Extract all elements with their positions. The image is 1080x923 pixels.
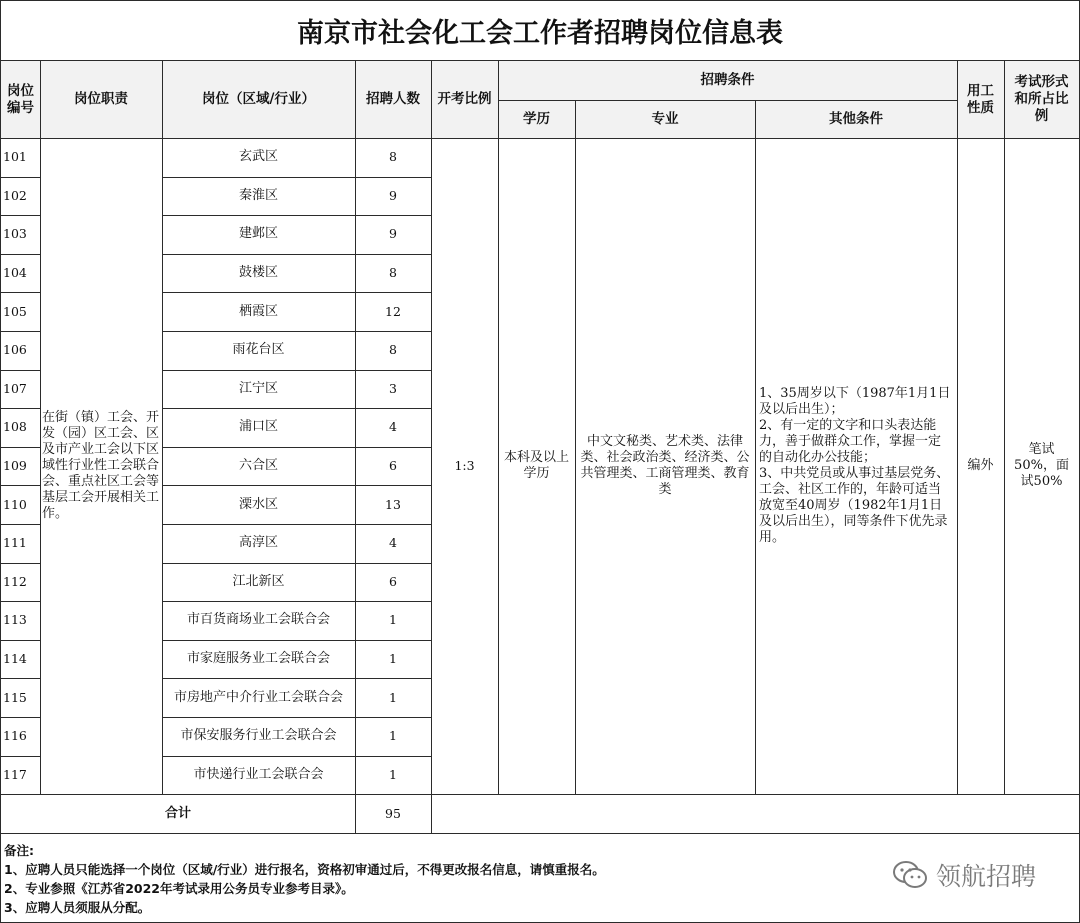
grid-line	[162, 717, 431, 718]
row-position	[162, 177, 355, 216]
header-duty	[40, 61, 162, 138]
grid-line	[355, 60, 356, 833]
row-count-text: 4	[389, 419, 397, 435]
row-position-text: 市快递行业工会联合会	[193, 766, 324, 782]
exam-text: 笔试50%，面试50%	[1014, 442, 1069, 489]
row-code	[1, 563, 40, 602]
row-code	[1, 756, 40, 795]
row-position	[162, 717, 355, 756]
watermark-text: 领航招聘	[936, 862, 1037, 891]
grid-line	[162, 485, 431, 486]
header-major	[575, 100, 755, 138]
row-count-text: 4	[389, 535, 397, 551]
row-position-text: 江宁区	[238, 380, 278, 396]
row-code-text: 102	[3, 187, 27, 203]
row-code	[1, 485, 40, 524]
row-position-text: 雨花台区	[232, 342, 285, 358]
grid-line	[498, 100, 957, 101]
row-count-text: 1	[389, 689, 397, 705]
row-code-text: 106	[3, 342, 27, 358]
row-code-text: 109	[3, 458, 27, 474]
row-count	[355, 563, 431, 602]
row-position	[162, 678, 355, 717]
row-code	[1, 177, 40, 216]
row-count-text: 6	[389, 573, 397, 589]
employment-cell	[957, 138, 1004, 794]
header-other	[755, 100, 957, 138]
row-position-text: 秦淮区	[238, 187, 278, 203]
row-code	[1, 138, 40, 177]
header-code	[1, 61, 40, 138]
header-major-label: 专业	[651, 110, 679, 127]
row-code-text: 101	[3, 149, 27, 165]
exam-cell	[1004, 138, 1079, 794]
other-cell	[755, 138, 957, 794]
row-count-text: 3	[389, 380, 397, 396]
grid-line	[0, 794, 1080, 795]
watermark	[892, 855, 1062, 895]
header-ratio	[431, 61, 498, 138]
grid-line	[0, 408, 40, 409]
grid-line	[0, 601, 40, 602]
note-item-2: 2、专业参照《江苏省2022年考试录用公务员专业参考目录》。	[4, 881, 354, 896]
row-count-text: 6	[389, 458, 397, 474]
grid-line	[0, 447, 40, 448]
row-count	[355, 331, 431, 370]
page-title: 南京市社会化工会工作者招聘岗位信息表	[297, 17, 783, 49]
row-position-text: 高淳区	[238, 535, 278, 551]
row-position-text: 玄武区	[238, 149, 278, 165]
row-count	[355, 292, 431, 331]
total-label: 合计	[164, 805, 191, 821]
header-education	[498, 100, 575, 138]
grid-line	[498, 60, 499, 794]
row-count	[355, 717, 431, 756]
ratio-cell	[431, 138, 498, 794]
row-position	[162, 408, 355, 447]
row-code-text: 104	[3, 265, 27, 281]
grid-line	[0, 215, 40, 216]
duty-cell	[40, 138, 162, 794]
grid-line	[0, 370, 40, 371]
grid-line	[0, 563, 40, 564]
header-position	[162, 61, 355, 138]
grid-line	[0, 0, 1080, 1]
row-count	[355, 524, 431, 563]
grid-line	[162, 177, 431, 178]
header-conditions	[498, 61, 957, 100]
row-code	[1, 447, 40, 486]
header-code-label: 岗位编号	[7, 82, 34, 116]
grid-line	[162, 563, 431, 564]
row-count	[355, 640, 431, 679]
row-count-text: 9	[389, 187, 397, 203]
row-count	[355, 601, 431, 640]
header-position-label: 岗位（区域/行业）	[202, 91, 315, 107]
row-position	[162, 331, 355, 370]
row-position-text: 市保安服务行业工会联合会	[180, 728, 337, 744]
grid-line	[0, 717, 40, 718]
grid-line	[162, 331, 431, 332]
education-text: 本科及以上学历	[503, 450, 569, 481]
grid-line	[0, 756, 40, 757]
grid-line	[0, 524, 40, 525]
row-code	[1, 408, 40, 447]
row-position-text: 市百货商场业工会联合会	[186, 612, 330, 628]
row-code-text: 117	[3, 766, 27, 782]
row-count-text: 13	[385, 496, 401, 512]
row-position-text: 溧水区	[238, 496, 278, 512]
row-count-text: 1	[389, 651, 397, 667]
grid-line	[0, 177, 40, 178]
row-position-text: 市家庭服务业工会联合会	[186, 651, 330, 667]
header-exam	[1004, 61, 1079, 138]
major-text: 中文文秘类、艺术类、法律类、社会政治类、经济类、公共管理类、工商管理类、教育类	[580, 434, 750, 497]
grid-line	[0, 292, 40, 293]
grid-line	[162, 678, 431, 679]
row-position-text: 栖霞区	[238, 303, 278, 319]
row-code	[1, 524, 40, 563]
row-count	[355, 138, 431, 177]
row-count	[355, 370, 431, 409]
grid-line	[40, 60, 41, 794]
row-count-text: 1	[389, 766, 397, 782]
header-education-label: 学历	[523, 110, 550, 127]
grid-line	[162, 370, 431, 371]
row-position	[162, 447, 355, 486]
row-code	[1, 678, 40, 717]
row-count	[355, 408, 431, 447]
row-position	[162, 601, 355, 640]
row-count-text: 1	[389, 612, 397, 628]
row-position	[162, 563, 355, 602]
grid-line	[0, 331, 40, 332]
row-count-text: 8	[389, 342, 397, 358]
header-employment-label: 用工性质	[967, 82, 994, 116]
total-label-cell	[1, 794, 355, 833]
row-code	[1, 292, 40, 331]
grid-line	[162, 524, 431, 525]
row-code-text: 108	[3, 419, 27, 435]
grid-line	[0, 254, 40, 255]
row-code-text: 116	[3, 728, 27, 744]
row-count-text: 8	[389, 265, 397, 281]
major-cell	[575, 138, 755, 794]
row-code	[1, 215, 40, 254]
row-position-text: 江北新区	[232, 573, 285, 589]
header-other-label: 其他条件	[829, 110, 883, 127]
row-count-text: 8	[389, 149, 397, 165]
row-code-text: 103	[3, 226, 27, 242]
grid-line	[162, 640, 431, 641]
row-code	[1, 640, 40, 679]
row-count-text: 12	[385, 303, 401, 319]
row-position	[162, 524, 355, 563]
row-position	[162, 370, 355, 409]
grid-line	[0, 485, 40, 486]
row-code-text: 107	[3, 380, 27, 396]
row-code-text: 114	[3, 651, 27, 667]
education-cell	[498, 138, 575, 794]
row-position	[162, 640, 355, 679]
row-code-text: 115	[3, 689, 27, 705]
notes-heading: 备注:	[4, 843, 34, 858]
grid-line	[0, 833, 1080, 834]
row-position	[162, 215, 355, 254]
row-position-text: 六合区	[238, 458, 278, 474]
row-count	[355, 756, 431, 795]
row-position-text: 建邺区	[238, 226, 278, 242]
grid-line	[957, 60, 958, 794]
row-position	[162, 756, 355, 795]
note-item-3: 3、应聘人员须服从分配。	[4, 900, 151, 915]
row-count	[355, 447, 431, 486]
header-employment	[957, 61, 1004, 138]
ratio-text: 1:3	[454, 458, 475, 473]
row-count-text: 9	[389, 226, 397, 242]
note-item-1: 1、应聘人员只能选择一个岗位（区域/行业）进行报名，资格初审通过后，不得更改报名信息，请慎重报名。	[4, 862, 605, 877]
header-duty-label: 岗位职责	[74, 91, 128, 107]
duty-text: 在街（镇）工会、开发（园）区工会、区及市产业工会以下区域性行业性工会联合会、重点社区工会等基层工会开展相关工作。	[42, 410, 160, 521]
grid-line	[1004, 60, 1005, 794]
row-count-text: 1	[389, 728, 397, 744]
grid-line	[162, 292, 431, 293]
notes-section	[4, 841, 884, 917]
row-code	[1, 254, 40, 293]
total-count-cell	[355, 794, 431, 833]
row-code-text: 105	[3, 303, 27, 319]
other-text: 1、35周岁以下（1987年1月1日及以后出生）； 2、有一定的文字和口头表达能力，善于做群众工作，掌握一定的自动化办公技能； 3、中共党员或从事过基层党务、工会、社区工作的，年龄可适当放宽至40周岁（1982年1月1日及以后出生），同等条件下优先录用。	[759, 386, 951, 545]
row-count	[355, 485, 431, 524]
row-position	[162, 485, 355, 524]
grid-line	[162, 447, 431, 448]
row-code	[1, 370, 40, 409]
header-conditions-label: 招聘条件	[700, 72, 755, 88]
grid-line	[0, 640, 40, 641]
wechat-icon	[892, 860, 928, 890]
row-code-text: 112	[3, 573, 27, 589]
grid-line	[431, 60, 432, 833]
row-position-text: 市房地产中介行业工会联合会	[173, 689, 343, 705]
employment-text: 编外	[967, 458, 994, 473]
grid-line	[162, 408, 431, 409]
header-ratio-label: 开考比例	[437, 91, 492, 107]
row-position-text: 浦口区	[238, 419, 278, 435]
row-code-text: 110	[3, 496, 27, 512]
row-code-text: 111	[3, 535, 27, 551]
header-count	[355, 61, 431, 138]
row-count	[355, 177, 431, 216]
row-code	[1, 717, 40, 756]
grid-line	[755, 100, 756, 794]
total-count: 95	[385, 805, 401, 821]
grid-line	[0, 678, 40, 679]
row-code	[1, 331, 40, 370]
row-position	[162, 292, 355, 331]
row-code	[1, 601, 40, 640]
grid-line	[162, 756, 431, 757]
row-position-text: 鼓楼区	[238, 265, 278, 281]
row-count	[355, 678, 431, 717]
header-exam-label: 考试形式和所占比例	[1014, 74, 1069, 124]
header-count-label: 招聘人数	[366, 91, 420, 107]
row-code-text: 113	[3, 612, 27, 628]
grid-line	[162, 254, 431, 255]
grid-line	[162, 601, 431, 602]
row-position	[162, 138, 355, 177]
row-count	[355, 215, 431, 254]
row-position	[162, 254, 355, 293]
grid-line	[162, 60, 163, 794]
grid-line	[575, 100, 576, 794]
grid-line	[162, 215, 431, 216]
row-count	[355, 254, 431, 293]
